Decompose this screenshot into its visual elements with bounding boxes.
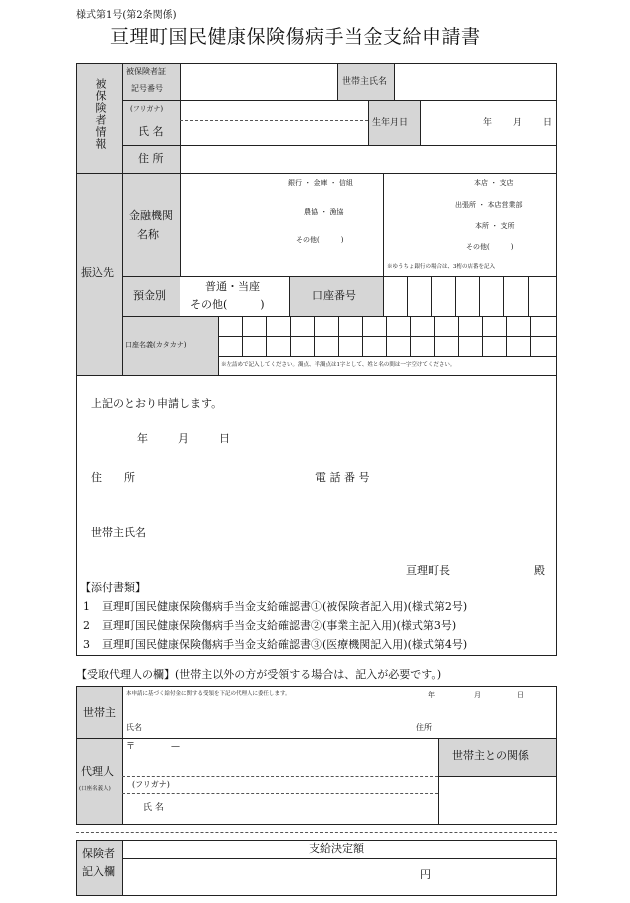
birth-label: 生年月日 <box>372 118 409 128</box>
delegate-text: 本申請に基づく給付金に関する受領を下記の代理人に委任します。 <box>126 691 291 697</box>
section-divider <box>76 832 557 833</box>
branch-option-2: 出張所 ・ 本店営業部 <box>455 201 523 209</box>
apply-statement: 上記のとおり申請します。 <box>91 397 223 410</box>
proxy-month: 月 <box>474 691 481 699</box>
bank-option-1: 銀行 ・ 金庫 ・ 信組 <box>288 179 353 187</box>
householder-name-label: 世帯主氏名 <box>342 77 388 87</box>
relation-label: 世帯主との関係 <box>452 749 529 762</box>
apply-phone-label: 電 話 番 号 <box>315 471 370 484</box>
account-holder-label: 口座名義(カタカナ) <box>125 341 187 349</box>
attach-no-1: 1 <box>83 600 90 613</box>
bank-label-1: 金融機関 <box>129 209 173 222</box>
insurance-no-label-1: 被保険者証 <box>126 67 166 76</box>
birth-day: 日 <box>543 118 553 128</box>
attach-no-2: 2 <box>83 619 90 632</box>
form-number: 様式第1号(第2条関係) <box>76 10 177 21</box>
name-label: 氏 名 <box>138 125 164 138</box>
postal-label: 〒 — <box>126 742 181 752</box>
account-number-label: 口座番号 <box>312 289 356 302</box>
deposit-option-2: その他( ) <box>190 298 265 311</box>
mayor-label: 亘理町長 <box>406 564 450 577</box>
insured-side-label: 被保険者情報 <box>94 78 107 150</box>
apply-address-label: 住 所 <box>91 471 135 484</box>
bank-label-bg <box>122 173 180 276</box>
attach-item-1: 亘理町国民健康保険傷病手当金支給確認書①(被保険者記入用)(様式第2号) <box>102 600 468 613</box>
proxy-year: 年 <box>428 691 435 699</box>
holder-note: ※左詰めで記入してください。濁点、半濁点は1字として、姓と名の間は一字空けてください。 <box>221 362 456 368</box>
yen-label: 円 <box>420 868 431 881</box>
proxy-householder-label: 世帯主 <box>83 706 116 719</box>
proxy-heading: 【受取代理人の欄】(世帯主以外の方が受領する場合は、記入が必要です。) <box>76 668 442 681</box>
proxy-day: 日 <box>517 691 524 699</box>
apply-householder-label: 世帯主氏名 <box>91 526 146 539</box>
amount-label: 支給決定額 <box>309 842 364 855</box>
attach-no-3: 3 <box>83 638 90 651</box>
transfer-side-label: 振込先 <box>81 266 114 279</box>
office-label-2: 記入欄 <box>82 865 115 878</box>
branch-option-1: 本店 ・ 支店 <box>474 179 514 187</box>
deposit-option-1: 普通・当座 <box>205 280 260 293</box>
bank-label-2: 名称 <box>137 228 159 241</box>
address-label: 住 所 <box>138 152 164 165</box>
agent-sub-label: (口座名義人) <box>79 786 111 792</box>
deposit-type-label: 預金別 <box>133 289 166 302</box>
branch-option-3: 本所 ・ 支所 <box>475 222 515 230</box>
dono-label: 殿 <box>534 564 545 577</box>
birth-year: 年 <box>483 118 493 128</box>
birth-month: 月 <box>513 118 523 128</box>
furigana-label: (フリガナ) <box>130 105 164 113</box>
bank-option-3: その他( ) <box>296 236 344 244</box>
bank-option-2: 農協 ・ 漁協 <box>304 208 344 216</box>
agent-furigana-label: (フリガナ) <box>132 780 170 789</box>
page-title: 亘理町国民健康保険傷病手当金支給申請書 <box>110 26 481 48</box>
attach-item-3: 亘理町国民健康保険傷病手当金支給確認書③(医療機関記入用)(様式第4号) <box>102 638 468 651</box>
branch-option-4: その他( ) <box>466 243 514 251</box>
apply-year: 年 <box>137 432 148 445</box>
agent-label: 代理人 <box>81 765 114 778</box>
attach-item-2: 亘理町国民健康保険傷病手当金支給確認書②(事業主記入用)(様式第3号) <box>102 619 457 632</box>
apply-day: 日 <box>219 432 230 445</box>
yucho-note: ※ゆうちょ銀行の場合は、3桁の店番を記入 <box>387 264 496 270</box>
apply-month: 月 <box>178 432 189 445</box>
office-label-1: 保険者 <box>82 847 115 860</box>
insurance-no-label-2: 記号番号 <box>131 84 163 93</box>
proxy-address-label: 住所 <box>416 723 432 732</box>
proxy-name-label: 氏名 <box>126 723 142 732</box>
attach-heading: 【添付書類】 <box>80 581 146 594</box>
agent-name-label: 氏 名 <box>143 803 164 813</box>
